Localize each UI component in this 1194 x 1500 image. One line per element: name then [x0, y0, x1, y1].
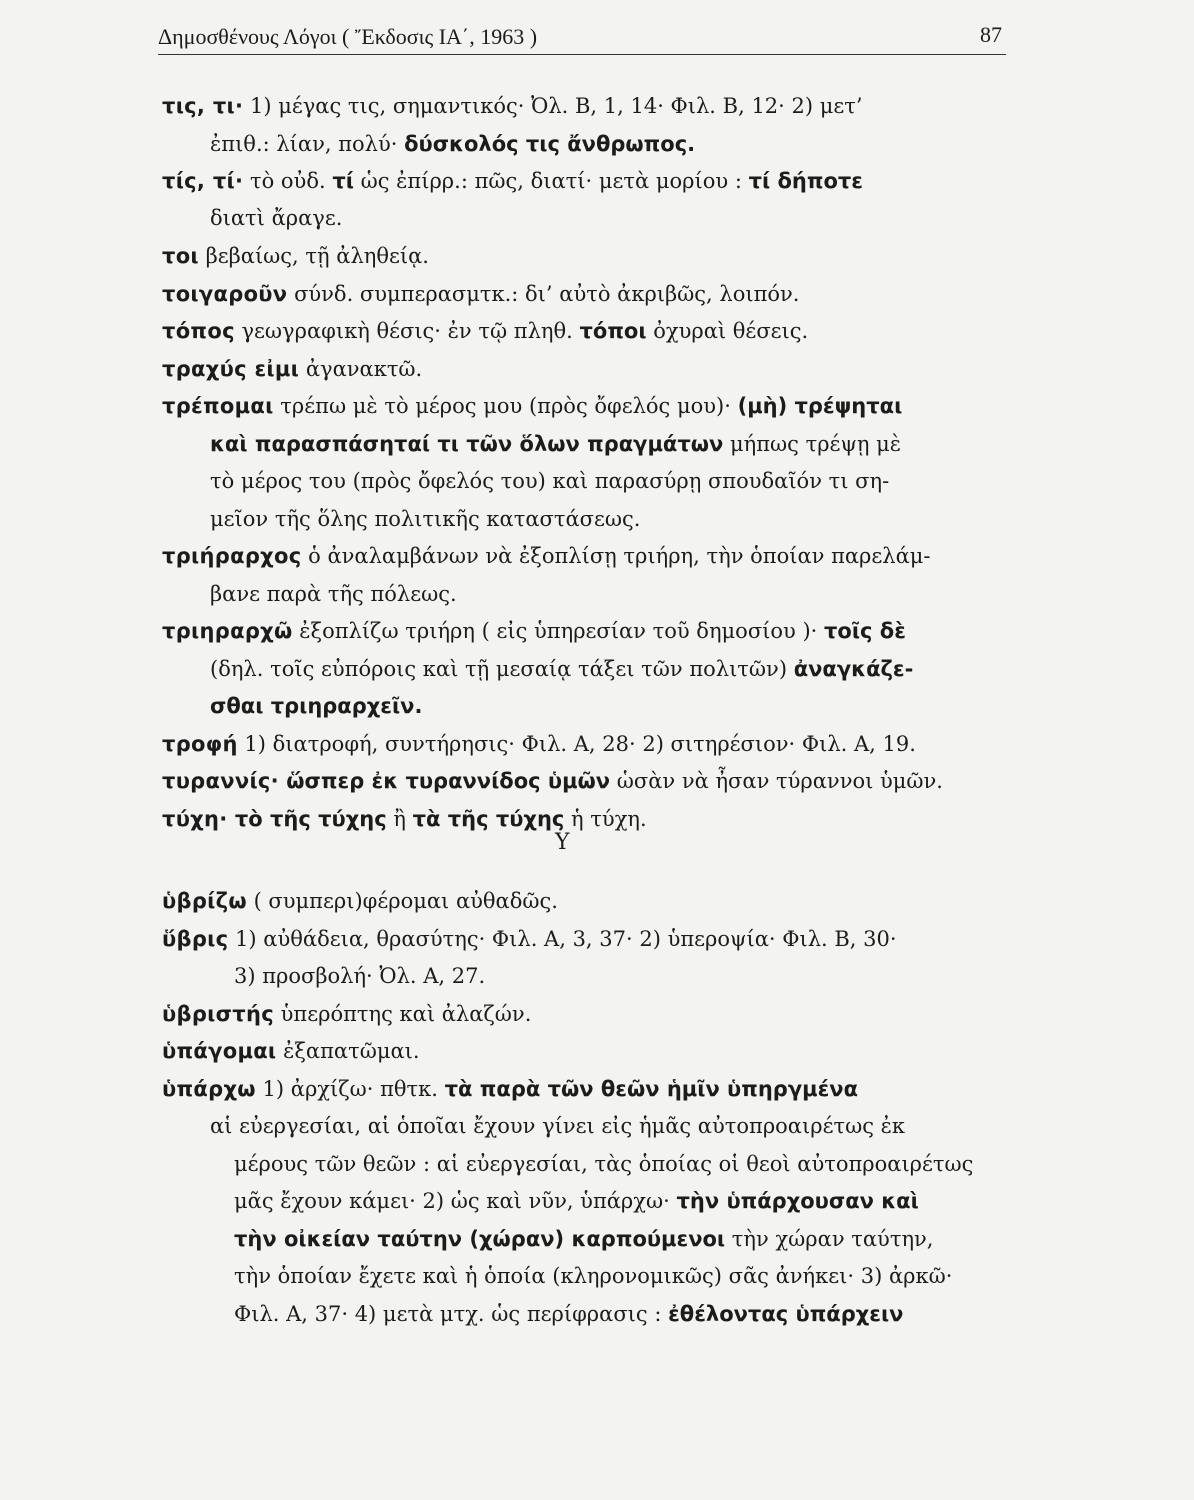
entry-continuation	[210, 688, 422, 726]
definition-text: Φιλ. Α, 37· 4) μετὰ μτχ. ὡς περίφρασις :	[234, 1302, 669, 1326]
entry-tyrannis	[162, 763, 1012, 801]
headword: ὕβρις	[162, 927, 229, 951]
definition-text: ἐξοπλίζω τριήρη ( εἰς ὑπηρεσίαν τοῦ δημοσίου )·	[292, 619, 825, 643]
definition-text: ἀγανακτῶ.	[299, 357, 423, 381]
entry-toi	[162, 238, 1012, 276]
entry-topos	[162, 313, 1012, 351]
definition-text: ὀχυραὶ θέσεις.	[646, 319, 809, 343]
definition-text: τὴν χώραν ταύτην,	[725, 1227, 934, 1251]
example-phrase: τί δήποτε	[748, 169, 863, 193]
headword: τίς, τί·	[162, 169, 244, 193]
entry-hypagomai	[162, 1033, 1012, 1071]
entry-toigaroun	[162, 276, 1012, 314]
definition-text: 3) προσβολή· Ὀλ. Α, 27.	[234, 964, 486, 988]
entry-continuation	[234, 958, 485, 996]
example-phrase: τὸ τῆς τύχης	[227, 807, 387, 831]
entry-continuation	[210, 200, 342, 238]
headword: ὑπάγομαι	[162, 1039, 277, 1063]
definition-text: ὑπερόπτης καὶ ἀλαζών.	[273, 1002, 532, 1026]
definition-text: βανε παρὰ τῆς πόλεως.	[210, 582, 457, 606]
example-phrase: ὥσπερ ἐκ τυραννίδος ὑμῶν	[278, 769, 611, 793]
headword: τυραννίς·	[162, 769, 279, 793]
example-phrase: τὴν ὑπάρχουσαν καὶ	[676, 1189, 919, 1213]
definition-text: μεῖον τῆς ὅλης πολιτικῆς καταστάσεως.	[210, 507, 641, 531]
definition-text: 1) μέγας τις, σημαντικός· Ὀλ. Β, 1, 14· Φιλ. Β, 12· 2) μετ’	[243, 94, 863, 118]
definition-text: ἡ τύχη.	[564, 807, 647, 831]
entry-continuation	[210, 126, 695, 164]
entry-continuation	[234, 1146, 973, 1184]
entry-continuation	[210, 576, 457, 614]
definition-text: ὁ ἀναλαμβάνων νὰ ἐξοπλίσῃ τριήρη, τὴν ὁποίαν παρελάμ-	[301, 544, 931, 568]
definition-text: ( συμπερι)φέρομαι αὐθαδῶς.	[246, 889, 558, 913]
headword: τόπος	[162, 319, 235, 343]
definition-text: 1) ἀρχίζω· πθτκ.	[255, 1077, 445, 1101]
example-phrase: τὰ παρὰ τῶν θεῶν ἡμῖν ὑπηργμένα	[444, 1077, 859, 1101]
entry-continuation	[210, 651, 913, 689]
headword: ὑβρίζω	[162, 889, 247, 913]
headword: τοι	[162, 244, 199, 268]
headword: τις, τι·	[162, 94, 244, 118]
entry-tis-indefinite	[162, 88, 1012, 126]
definition-text: 1) αὐθάδεια, θρασύτης· Φιλ. Α, 3, 37· 2) ὑπεροψία· Φιλ. Β, 30·	[228, 927, 897, 951]
definition-text: 1) διατροφή, συντήρησις· Φιλ. Α, 28· 2) σιτηρέσιον· Φιλ. Α, 19.	[237, 732, 916, 756]
entry-continuation	[234, 1183, 919, 1221]
headword: τρέπομαι	[162, 394, 274, 418]
example-phrase: δύσκολός τις ἄνθρωπος.	[404, 132, 696, 156]
definition-text: μᾶς ἔχουν κάμει· 2) ὡς καὶ νῦν, ὑπάρχω·	[234, 1189, 677, 1213]
entry-trepomai	[162, 388, 1012, 426]
headword: τοιγαροῦν	[162, 282, 288, 306]
definition-text: βεβαίως, τῇ ἀληθείᾳ.	[198, 244, 429, 268]
entry-trachys-eimi	[162, 351, 1012, 389]
definition-text: τρέπω μὲ τὸ μέρος μου (πρὸς ὄφελός μου)·	[273, 394, 738, 418]
entry-tyche	[162, 801, 1012, 839]
entry-continuation	[210, 426, 901, 464]
definition-text: μέρους τῶν θεῶν : αἱ εὐεργεσίαι, τὰς ὁποίας οἱ θεοὶ αὐτοπροαιρέτως	[234, 1152, 974, 1176]
definition-text: ἢ	[386, 807, 413, 831]
entry-continuation	[234, 1221, 933, 1259]
example-phrase: ἐθέλοντας ὑπάρχειν	[668, 1302, 904, 1326]
definition-text: (δηλ. τοῖς εὐπόροις καὶ τῇ μεσαίᾳ τάξει τῶν πολιτῶν)	[210, 657, 794, 681]
definition-text: γεωγραφικὴ θέσις· ἐν τῷ πληθ.	[234, 319, 580, 343]
entry-continuation	[210, 1108, 905, 1146]
definition-text: τὸ μέρος του (πρὸς ὄφελός του) καὶ παρασύρῃ σπουδαῖόν τι ση-	[210, 469, 890, 493]
headword: τριήραρχος	[162, 544, 302, 568]
headword: ὑπάρχω	[162, 1077, 256, 1101]
example-phrase: τόποι	[579, 319, 647, 343]
page-number: 87	[980, 22, 1002, 47]
entry-continuation	[234, 1258, 952, 1296]
example-phrase: ἀναγκάζε-	[793, 657, 914, 681]
definition-text: ὡς ἐπίρρ.: πῶς, διατί· μετὰ μορίου :	[353, 169, 749, 193]
entry-continuation	[234, 1296, 903, 1334]
definition-text: τὴν ὁποίαν ἔχετε καὶ ἡ ὁποία (κληρονομικῶς) σᾶς ἀνήκει· 3) ἀρκῶ·	[234, 1264, 953, 1288]
entry-hybristes	[162, 996, 1012, 1034]
running-header	[158, 20, 1006, 55]
definition-text: ὡσὰν νὰ ἦσαν τύραννοι ὑμῶν.	[610, 769, 943, 793]
headword: τριηραρχῶ	[162, 619, 293, 643]
definition-text: διατὶ ἄραγε.	[210, 206, 343, 230]
headword: τροφή	[162, 732, 238, 756]
entry-hybrizo	[162, 883, 1012, 921]
example-phrase: καὶ παρασπάσηταί τι τῶν ὅλων πραγμάτων	[210, 432, 724, 456]
example-phrase: τὴν οἰκείαν ταύτην (χώραν) καρπούμενοι	[234, 1227, 726, 1251]
section-letter: Υ	[555, 830, 570, 855]
definition-text: ἐπιθ.: λίαν, πολύ·	[210, 132, 405, 156]
entry-trierarchos	[162, 538, 1012, 576]
entry-tis-interrogative	[162, 163, 1012, 201]
entry-trophe	[162, 726, 1012, 764]
header-title: Δημοσθένους Λόγοι ( Ἔκδοσις ΙΑ΄, 1963 )	[158, 24, 538, 49]
headword: τραχύς εἰμι	[162, 357, 300, 381]
definition-text: ἐξαπατῶμαι.	[276, 1039, 420, 1063]
definition-text: σύνδ. συμπερασμτκ.: δι’ αὐτὸ ἀκριβῶς, λοιπόν.	[287, 282, 800, 306]
example-phrase: τοῖς δὲ	[824, 619, 906, 643]
definition-text: τὸ οὐδ.	[243, 169, 333, 193]
example-phrase: τὰ τῆς τύχης	[412, 807, 565, 831]
example-phrase: σθαι τριηραρχεῖν.	[210, 694, 423, 718]
example-phrase: (μὴ) τρέψηται	[737, 394, 903, 418]
example-phrase: τί	[332, 169, 354, 193]
entry-continuation	[210, 501, 640, 539]
definition-text: αἱ εὐεργεσίαι, αἱ ὁποῖαι ἔχουν γίνει εἰς ἡμᾶς αὐτοπροαιρέτως ἐκ	[210, 1114, 906, 1138]
headword: τύχη·	[162, 807, 228, 831]
definition-text: μήπως τρέψῃ μὲ	[723, 432, 902, 456]
entry-hyparcho	[162, 1071, 1012, 1109]
headword: ὑβριστής	[162, 1002, 274, 1026]
entry-hybris	[162, 921, 1012, 959]
entry-continuation	[210, 463, 889, 501]
entry-trierarcho	[162, 613, 1012, 651]
